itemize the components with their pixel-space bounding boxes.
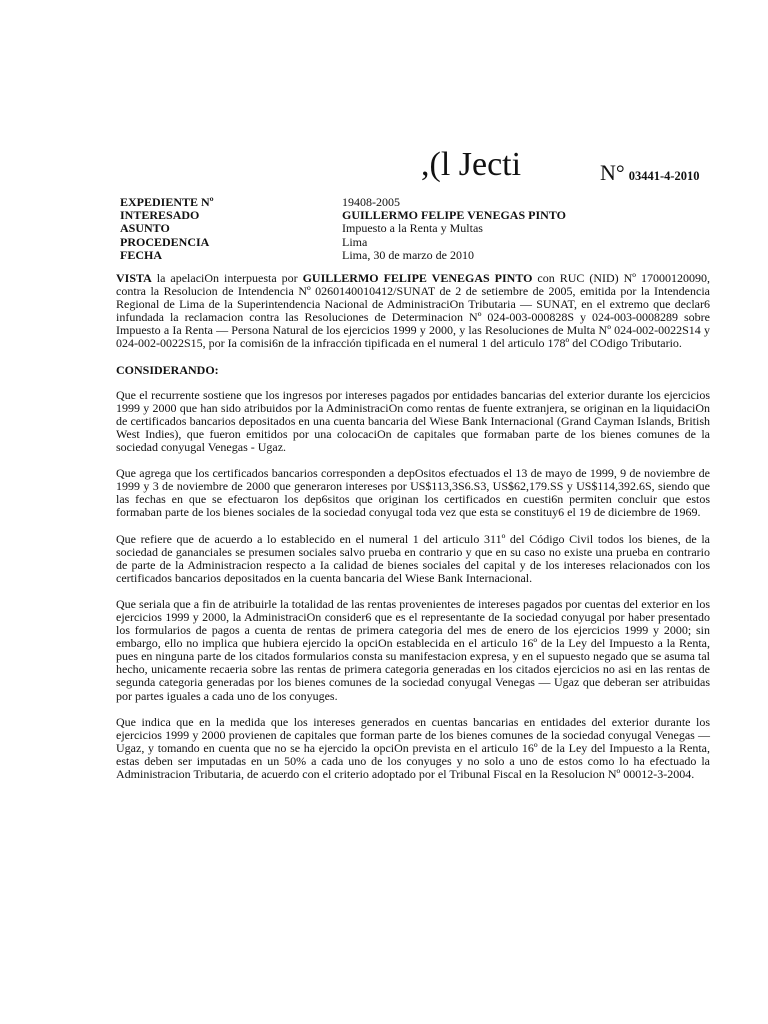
resolution-number: 03441-4-2010 bbox=[628, 169, 700, 183]
case-info-table bbox=[120, 196, 566, 262]
body-paragraph: Que indica que en la medida que los intereses generados en cuentas bancarias en entidades del exterior durante los ejercicios 1999 y 2000 provienen de capitales que forman parte de los bienes comunes de la sociedad conyugal Venegas — Ugaz, y tomando en cuenta que no se ha ejercido la opciOn prevista en el articulo 16º de la Ley del Impuesto a la Renta, estas deben ser imputadas en un 50% a cada uno de los conyuges y no solo a uno de estos como lo ha efectuado la Administracion Tributaria, de acuerdo con el criterio adoptado por el Tribunal Fiscal en la Resolucion Nº 00012-3-2004. bbox=[116, 714, 710, 781]
considerando-heading: CONSIDERANDO: bbox=[116, 362, 219, 377]
vista-text-1: la apelaciOn interpuesta por bbox=[151, 271, 303, 285]
case-info-value: 19408-2005 bbox=[342, 195, 400, 209]
body-paragraph: Que agrega que los certificados bancarios corresponden a depOsitos efectuados el 13 de mayo de 1999, 9 de noviembre de 1999 y 3 de noviembre de 2000 que generaron intereses por US$113,3S6.S3, US$62,179.SS y US$114,392.6S, siendo que las fechas en que se efectuaron los dep6sitos que originan los certificados en cuesti6n permiten concluir que estos formaban parte de los bienes sociales de la sociedad conyugal toda vez que esta se constituy6 el 19 de diciembre de 1969. bbox=[116, 466, 710, 520]
case-info-value: Impuesto a la Renta y Multas bbox=[342, 221, 483, 236]
resolution-number-block bbox=[600, 160, 700, 186]
vista-name: GUILLERMO FELIPE VENEGAS PINTO bbox=[302, 271, 533, 285]
body-paragraph: Que refiere que de acuerdo a lo establecido en el numeral 1 del articulo 311º del Código Civil todos los bienes, de la sociedad de gananciales se presumen sociales salvo prueba en contrario y que en su caso no existe una prueba en contrario de parte de la Administracion respecto a Ia calidad de bienes sociales del capital y de los intereses relacionados con los certificados bancarios depositados en la cuenta bancaria del Wiese Bank Internacional. bbox=[116, 531, 710, 585]
body-paragraph: Que el recurrente sostiene que los ingresos por intereses pagados por entidades bancarias del exterior durante los ejercicios 1999 y 2000 que han sido atribuidos por la AdministraciOn como rentas de fuente extranjera, se originan en la liquidaciOn de certificados bancarios depositados en una cuenta bancaria del Wiese Bank Internacional (Grand Cayman Islands, British West Indies), que fueron emitidos por una colocaciOn de capitales que formaban parte de los bienes comunes de la sociedad conyugal Venegas - Ugaz. bbox=[116, 387, 710, 455]
header-logo-text: ,(l Jecti bbox=[421, 146, 522, 183]
vista-text-2: con RUC (NID) Nº 17000120090, contra la Resolucion de Intendencia Nº 0260140010412/SUNAT de 2 de setiembre de 2005, emitida por la Intendencia Regional de Lima de la Superintendencia Nacional de AdministraciOn Tributaria — SUNAT, en el extremo que declar6 infundada la reclamacion contra las Resoluciones de Determinacion Nº 024-003-000828S y 024-003-0008289 sobre Impuesto a Ia Renta — Persona Natural de los ejercicios 1999 y 2000, y las Resoluciones de Multa Nº 024-002-0022S14 y 024-002-0022S15, por Ia comisi6n de la infracción tipificada en el numeral 1 del articulo 178º del COdigo Tributario. bbox=[116, 271, 710, 351]
case-info-row bbox=[120, 249, 566, 262]
case-info-label: FECHA bbox=[120, 247, 162, 262]
case-info-row bbox=[120, 222, 566, 235]
resolution-label: N° bbox=[600, 160, 625, 185]
vista-paragraph bbox=[116, 272, 710, 351]
case-info-label: INTERESADO bbox=[120, 208, 200, 223]
case-info-value: Lima bbox=[342, 234, 368, 249]
vista-lead: VISTA bbox=[116, 271, 152, 285]
case-info-value: Lima, 30 de marzo de 2010 bbox=[342, 247, 474, 262]
case-info-label: ASUNTO bbox=[120, 221, 170, 236]
body-paragraph: Que seriala que a fin de atribuirle la totalidad de las rentas provenientes de intereses pagados por cuentas del exterior en los ejercicios 1999 y 2000, la AdministraciOn consider6 que es el representante de Ia sociedad conyugal por haber presentado los formularios de pagos a cuenta de rentas de primera categoria del mes de enero de los ejercicios 1999 y 2000; sin embargo, ello no implica que hubiera ejercido la opciOn establecida en el articulo 16º de la Ley del Impuesto a la Renta, pues en ninguna parte de los citados formularios consta su manifestacion expresa, y en el supuesto negado que se asuma tal hecho, unicamente recaeria sobre las rentas de primera categoria generadas en los citados ejercicios no asi en las rentas de segunda categoria generadas por los bienes comunes de la sociedad conyugal Venegas — Ugaz que deberan ser atribuidas por partes iguales a cada uno de los conyuges. bbox=[116, 596, 710, 703]
case-info-label: EXPEDIENTE Nº bbox=[120, 195, 214, 209]
case-info-value: GUILLERMO FELIPE VENEGAS PINTO bbox=[342, 208, 566, 223]
case-info-label: PROCEDENCIA bbox=[120, 234, 210, 249]
document-body bbox=[116, 272, 710, 794]
case-info-row bbox=[120, 236, 566, 249]
